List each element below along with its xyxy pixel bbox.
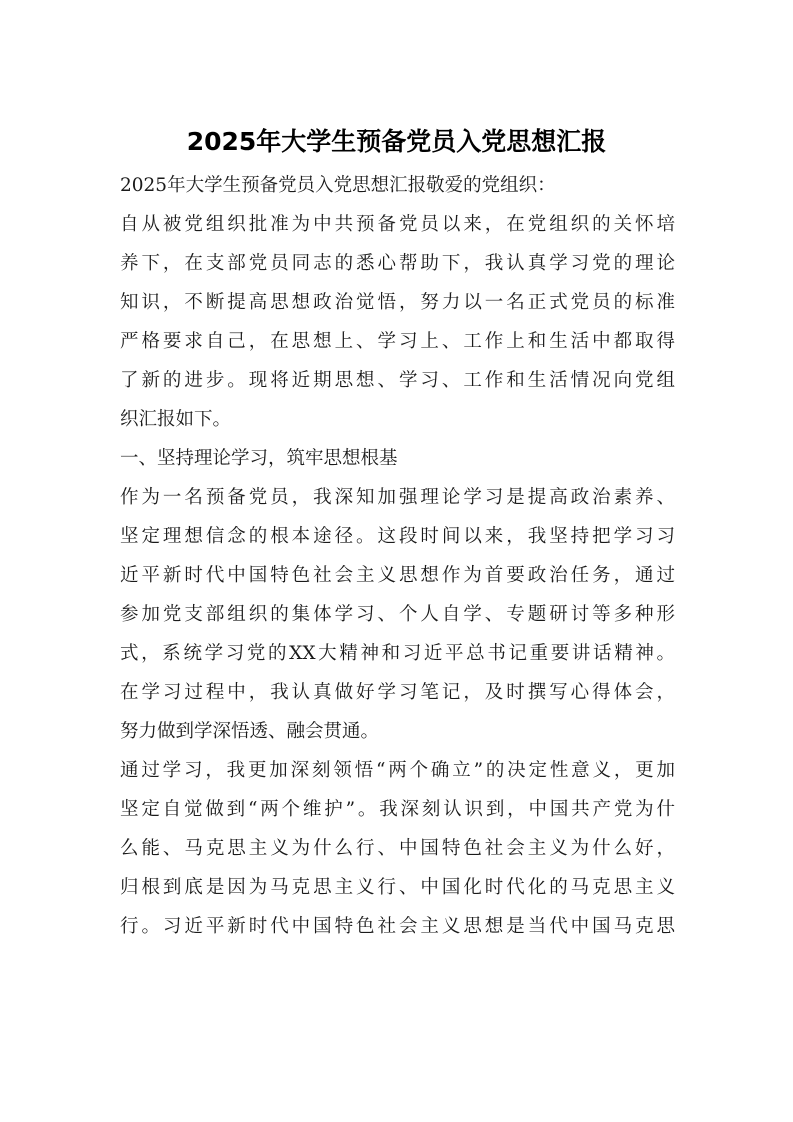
text-line: 作为一名预备党员，我深知加强理论学习是提高政治素养、	[120, 487, 675, 508]
text-line: 么能、马克思主义为什么行、中国特色社会主义为什么好，	[120, 838, 675, 859]
text-line: 2025年大学生预备党员入党思想汇报敬爱的党组织：	[120, 175, 556, 196]
text-line: 养下，在支部党员同志的悉心帮助下，我认真学习党的理论	[120, 253, 675, 274]
text-line: 通过学习，我更加深刻领悟“两个确立”的决定性意义，更加	[120, 760, 675, 781]
text-line: 归根到底是因为马克思主义行、中国化时代化的马克思主义	[120, 877, 675, 898]
document-body	[120, 166, 675, 946]
text-line: 努力做到学深悟透、融会贯通。	[120, 721, 380, 742]
text-line: 参加党支部组织的集体学习、个人自学、专题研讨等多种形	[120, 604, 675, 625]
text-line: 行。习近平新时代中国特色社会主义思想是当代中国马克思	[120, 916, 675, 937]
text-line: 织汇报如下。	[120, 409, 232, 430]
text-line: 自从被党组织批准为中共预备党员以来，在党组织的关怀培	[120, 214, 675, 235]
text-line: 坚定自觉做到“两个维护”。我深刻认识到，中国共产党为什	[120, 799, 675, 820]
text-line: 式，系统学习党的XX大精神和习近平总书记重要讲话精神。	[120, 643, 675, 664]
document-title: 2025年大学生预备党员入党思想汇报	[186, 127, 607, 156]
text-line: 近平新时代中国特色社会主义思想作为首要政治任务，通过	[120, 565, 675, 586]
text-line: 了新的进步。现将近期思想、学习、工作和生活情况向党组	[120, 370, 675, 391]
text-line: 知识，不断提高思想政治觉悟，努力以一名正式党员的标准	[120, 292, 675, 313]
text-line: 坚定理想信念的根本途径。这段时间以来，我坚持把学习习	[120, 526, 675, 547]
text-line: 在学习过程中，我认真做好学习笔记，及时撰写心得体会，	[120, 682, 675, 703]
text-line: 一、坚持理论学习，筑牢思想根基	[120, 448, 398, 469]
text-line: 严格要求自己，在思想上、学习上、工作上和生活中都取得	[120, 331, 675, 352]
